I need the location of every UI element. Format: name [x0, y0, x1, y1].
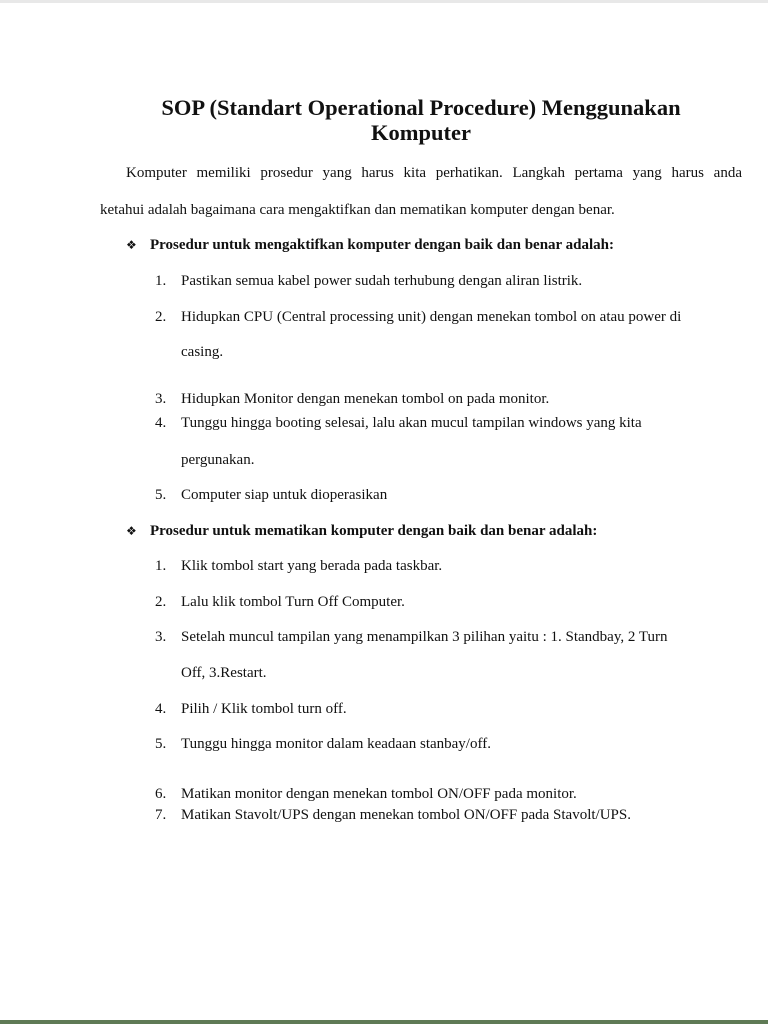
section-heading-power-off: [126, 524, 597, 539]
list-item-number: 2.: [155, 309, 167, 325]
list-item-text: Klik tombol start yang berada pada taskbar.: [181, 558, 443, 574]
list-item-text: Hidupkan Monitor dengan menekan tombol on pada monitor.: [181, 391, 550, 407]
list-item: [155, 274, 582, 289]
list-item-text: Hidupkan CPU (Central processing unit) dengan menekan tombol on atau power di: [181, 309, 682, 325]
list-item: [155, 310, 681, 325]
list-item-number: 5.: [155, 487, 167, 503]
list-item: [155, 392, 549, 407]
list-item-continuation: pergunakan.: [181, 452, 255, 468]
section-heading-power-on: [126, 238, 614, 253]
list-item-text: Setelah muncul tampilan yang menampilkan 3 pilihan yaitu : 1. Standbay, 2 Turn: [181, 629, 668, 645]
list-item: [155, 737, 491, 752]
page-bottom-edge: [0, 1020, 768, 1024]
diamond-bullet-icon: ❖: [126, 524, 137, 538]
page-top-edge: [0, 0, 768, 3]
list-item-number: 3.: [155, 391, 167, 407]
section-heading-text: Prosedur untuk mematikan komputer dengan baik dan benar adalah:: [150, 523, 598, 539]
intro-paragraph-continued: ketahui adalah bagaimana cara mengaktifkan dan mematikan komputer dengan benar.: [100, 202, 615, 218]
list-item: [155, 702, 347, 717]
list-item-number: 5.: [155, 736, 167, 752]
list-item: [155, 488, 387, 503]
list-item-text: Pastikan semua kabel power sudah terhubung dengan aliran listrik.: [181, 273, 583, 289]
list-item-text: Computer siap untuk dioperasikan: [181, 487, 388, 503]
list-item: [155, 416, 642, 431]
list-item-continuation: casing.: [181, 344, 224, 360]
list-item-number: 2.: [155, 594, 167, 610]
list-item-number: 1.: [155, 273, 167, 289]
list-item-number: 4.: [155, 415, 167, 431]
list-item: [155, 595, 405, 610]
list-item: [155, 808, 631, 823]
list-item-text: Matikan Stavolt/UPS dengan menekan tombol ON/OFF pada Stavolt/UPS.: [181, 807, 631, 823]
list-item: [155, 787, 577, 802]
list-item-text: Tunggu hingga monitor dalam keadaan stanbay/off.: [181, 736, 491, 752]
list-item: [155, 559, 442, 574]
diamond-bullet-icon: ❖: [126, 238, 137, 252]
list-item-number: 4.: [155, 701, 167, 717]
list-item-number: 3.: [155, 629, 167, 645]
list-item: [155, 630, 667, 645]
list-item-text: Tunggu hingga booting selesai, lalu akan mucul tampilan windows yang kita: [181, 415, 642, 431]
list-item-text: Lalu klik tombol Turn Off Computer.: [181, 594, 405, 610]
list-item-number: 1.: [155, 558, 167, 574]
intro-paragraph: Komputer memiliki prosedur yang harus kita perhatikan. Langkah pertama yang harus anda: [126, 165, 742, 181]
document-title: SOP (Standart Operational Procedure) Menggunakan: [161, 95, 681, 120]
section-heading-text: Prosedur untuk mengaktifkan komputer dengan baik dan benar adalah:: [150, 237, 615, 253]
list-item-text: Pilih / Klik tombol turn off.: [181, 701, 347, 717]
document-title-continued: Komputer: [371, 120, 471, 145]
list-item-number: 7.: [155, 807, 167, 823]
list-item-text: Matikan monitor dengan menekan tombol ON/OFF pada monitor.: [181, 786, 577, 802]
list-item-number: 6.: [155, 786, 167, 802]
list-item-continuation: Off, 3.Restart.: [181, 665, 267, 681]
